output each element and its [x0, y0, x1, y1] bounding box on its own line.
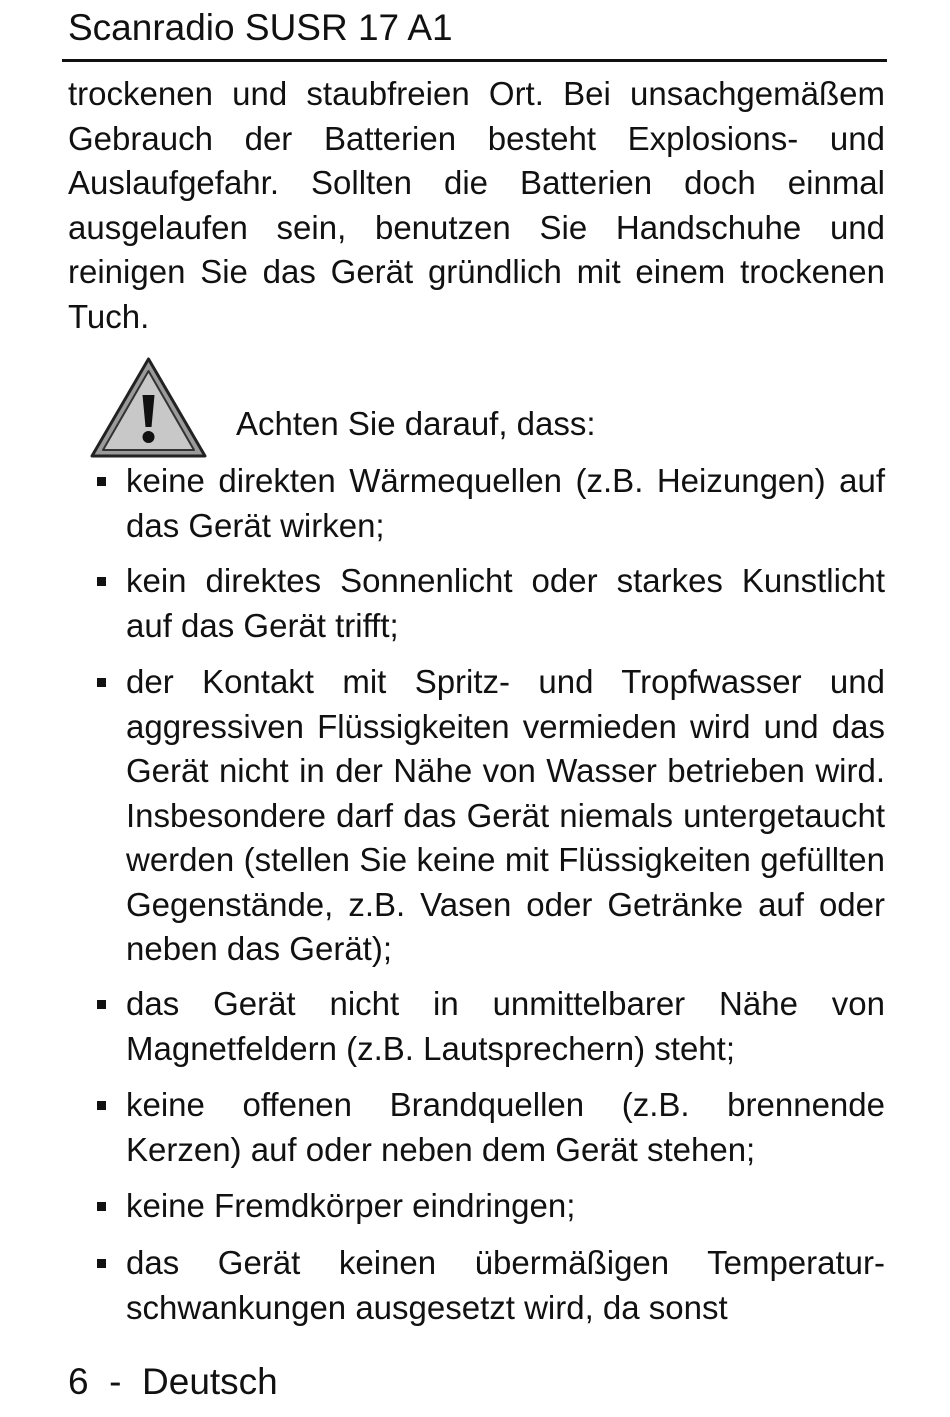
- list-item-text: der Kontakt mit Spritz- und Tropfwasser und aggressiven Flüssigkeiten vermieden wird und das Gerät nicht in der Nähe von Wasser betrieben wird. Insbesondere darf das Gerät niemals untergetaucht werden (stellen Sie keine mit Flüssigkeiten gefüllten Gegenstände, z.B. Vasen oder Getränke auf oder neben das Gerät);: [126, 663, 885, 967]
- list-item: [126, 459, 885, 548]
- list-item-text: das Gerät keinen übermäßigen Temperatur-schwankungen ausgesetzt wird, da sonst: [126, 1244, 885, 1326]
- page-footer: [68, 1360, 278, 1404]
- list-item: [126, 1241, 885, 1330]
- list-item-text: keine Fremdkörper eindringen;: [126, 1187, 576, 1224]
- bullet-square-icon: [97, 577, 106, 586]
- list-item: [126, 1184, 885, 1229]
- bullet-square-icon: [97, 1202, 106, 1211]
- bullet-square-icon: [97, 477, 106, 486]
- bullet-square-icon: [97, 1259, 106, 1268]
- list-item: [126, 982, 885, 1071]
- warning-triangle-icon: [90, 357, 207, 459]
- page-number: 6: [68, 1361, 89, 1402]
- bullet-square-icon: [97, 678, 106, 687]
- list-item: [126, 660, 885, 972]
- footer-separator: -: [109, 1361, 122, 1402]
- list-item: [126, 1083, 885, 1172]
- bullet-square-icon: [97, 1101, 106, 1110]
- list-item-text: das Gerät nicht in unmittelbarer Nähe von Magnetfeldern (z.B. Lautsprechern) steht;: [126, 985, 885, 1067]
- list-item-text: keine offenen Brandquellen (z.B. brennende Kerzen) auf oder neben dem Gerät stehen;: [126, 1086, 885, 1168]
- intro-paragraph: trockenen und staubfreien Ort. Bei unsachgemäßem Gebrauch der Batterien besteht Explosions- und Auslaufgefahr. Sollten die Batterien doch einmal ausgelaufen sein, benutzen Sie Handschuhe und reinigen Sie das Gerät gründlich mit einem trockenen Tuch.: [68, 75, 885, 335]
- page-header-title: Scanradio SUSR 17 A1: [68, 7, 453, 48]
- header-divider: [62, 59, 887, 62]
- footer-language: Deutsch: [142, 1361, 278, 1402]
- bullet-square-icon: [97, 1000, 106, 1009]
- list-item-text: keine direkten Wärmequellen (z.B. Heizungen) auf das Gerät wirken;: [126, 462, 885, 544]
- list-item-text: kein direktes Sonnenlicht oder starkes Kunstlicht auf das Gerät trifft;: [126, 562, 885, 644]
- warning-intro-text: Achten Sie darauf, dass:: [236, 405, 596, 442]
- list-item: [126, 559, 885, 648]
